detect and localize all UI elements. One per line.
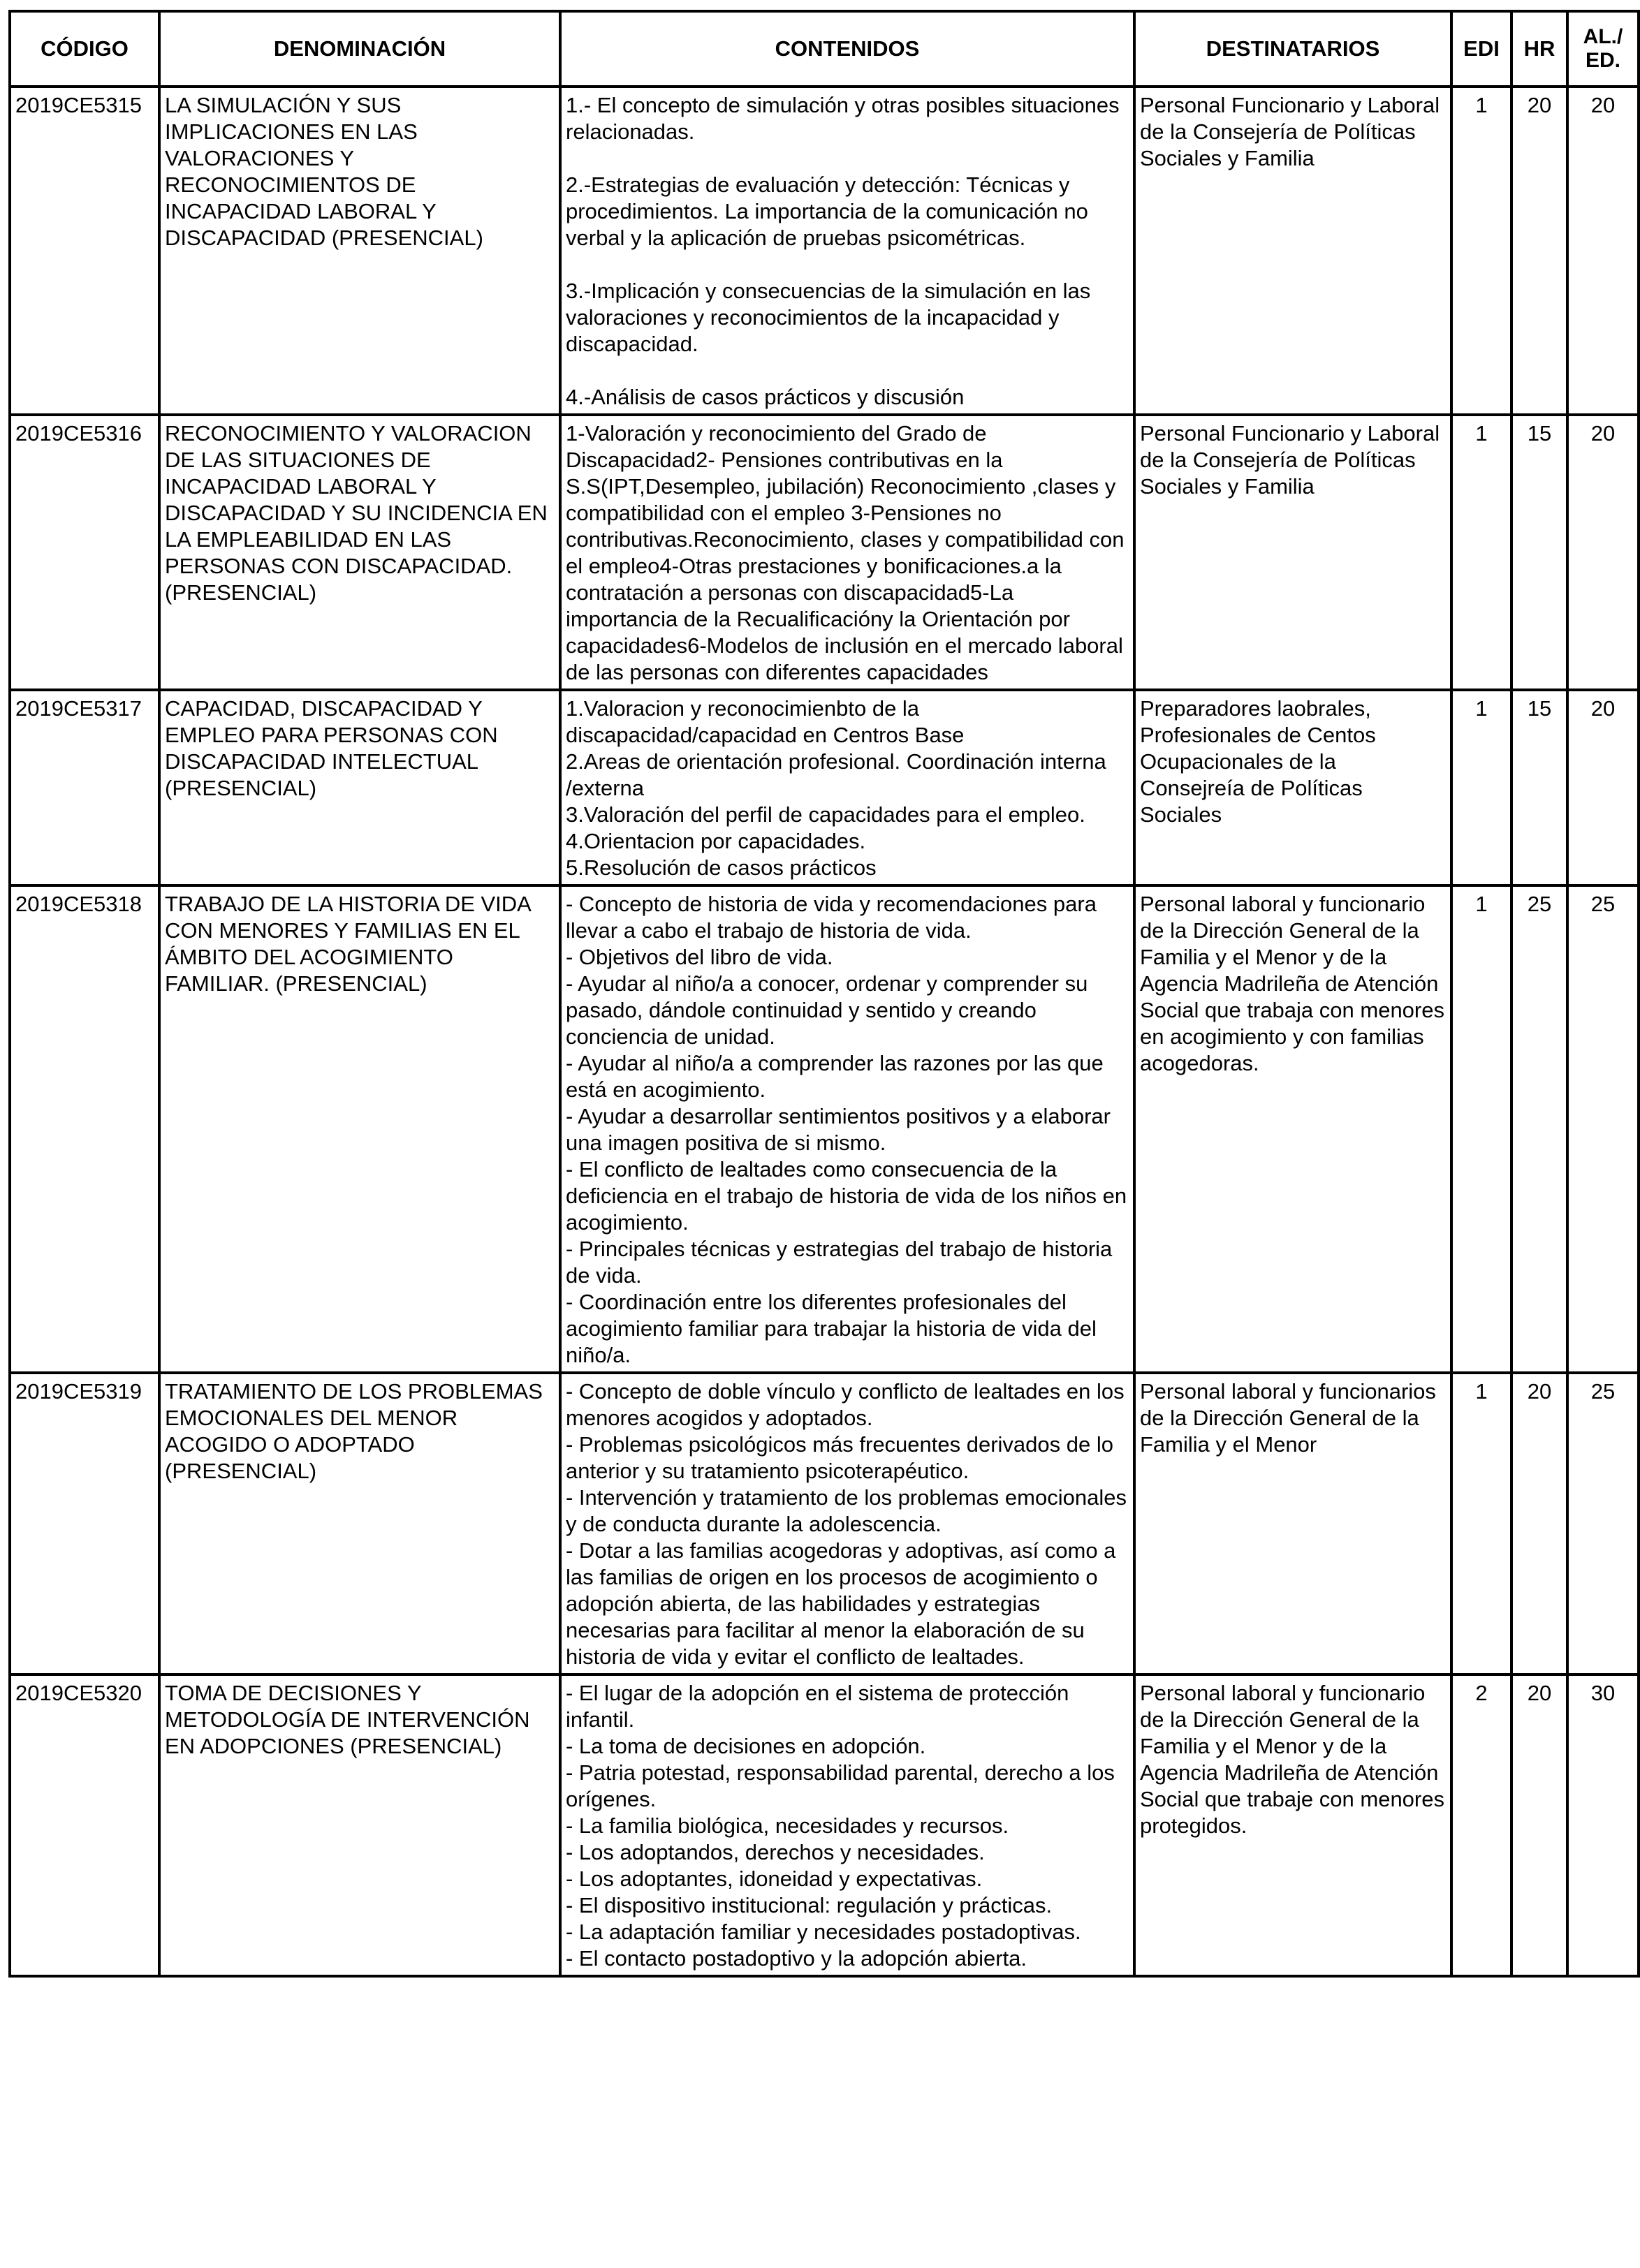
codigo-cell: 2019CE5318 bbox=[10, 885, 159, 1373]
codigo-cell: 2019CE5315 bbox=[10, 87, 159, 415]
denominacion-cell: TRATAMIENTO DE LOS PROBLEMAS EMOCIONALES DEL MENOR ACOGIDO O ADOPTADO (PRESENCIAL) bbox=[159, 1373, 560, 1674]
header-denominacion: DENOMINACIÓN bbox=[159, 11, 560, 87]
header-codigo: CÓDIGO bbox=[10, 11, 159, 87]
edi-cell: 1 bbox=[1451, 87, 1511, 415]
courses-table bbox=[8, 10, 1640, 1978]
denominacion-cell: LA SIMULACIÓN Y SUS IMPLICACIONES EN LAS VALORACIONES Y RECONOCIMIENTOS DE INCAPACIDAD LABORAL Y DISCAPACIDAD (PRESENCIAL) bbox=[159, 87, 560, 415]
header-al-ed bbox=[1567, 11, 1639, 87]
header-hr: HR bbox=[1511, 11, 1567, 87]
header-al-ed-line1: AL./ bbox=[1583, 25, 1623, 48]
edi-cell: 1 bbox=[1451, 1373, 1511, 1674]
table-row bbox=[10, 1674, 1639, 1976]
contenidos-cell: 1-Valoración y reconocimiento del Grado de Discapacidad2- Pensiones contributivas en la S.S(IPT,Desempleo, jubilación) Reconocimiento ,clases y compatibilidad con el empleo 3-Pensiones no contributivas.Reconocimiento, clases y compatibilidad con el empleo4-Otras prestaciones y bonificaciones.a la contratación a personas con discapacidad5-La importancia de la Recualificacióny la Orientación por capacidades6-Modelos de inclusión en el mercado laboral de las personas con diferentes capacidades bbox=[560, 415, 1134, 690]
hr-cell: 15 bbox=[1511, 690, 1567, 885]
contenidos-cell: - Concepto de historia de vida y recomendaciones para llevar a cabo el trabajo de historia de vida. - Objetivos del libro de vida. - Ayudar al niño/a a conocer, ordenar y comprender su pasado, dándole continuidad y sentido y creando conciencia de unidad. - Ayudar al niño/a a comprender las razones por las que está en acogimiento. - Ayudar a desarrollar sentimientos positivos y a elaborar una imagen positiva de si mismo. - El conflicto de lealtades como consecuencia de la deficiencia en el trabajo de historia de vida de los niños en acogimiento. - Principales técnicas y estrategias del trabajo de historia de vida. - Coordinación entre los diferentes profesionales del acogimiento familiar para trabajar la historia de vida del niño/a. bbox=[560, 885, 1134, 1373]
edi-cell: 1 bbox=[1451, 885, 1511, 1373]
codigo-cell: 2019CE5317 bbox=[10, 690, 159, 885]
denominacion-cell: CAPACIDAD, DISCAPACIDAD Y EMPLEO PARA PERSONAS CON DISCAPACIDAD INTELECTUAL (PRESENCIAL) bbox=[159, 690, 560, 885]
header-destinatarios: DESTINATARIOS bbox=[1134, 11, 1451, 87]
destinatarios-cell: Personal laboral y funcionarios de la Dirección General de la Familia y el Menor bbox=[1134, 1373, 1451, 1674]
destinatarios-cell: Personal laboral y funcionario de la Dirección General de la Familia y el Menor y de la Agencia Madrileña de Atención Social que trabaja con menores en acogimiento y con familias acogedoras. bbox=[1134, 885, 1451, 1373]
contenidos-cell: - El lugar de la adopción en el sistema de protección infantil. - La toma de decisiones en adopción. - Patria potestad, responsabilidad parental, derecho a los orígenes. - La familia biológica, necesidades y recursos. - Los adoptandos, derechos y necesidades. - Los adoptantes, idoneidad y expectativas. - El dispositivo institucional: regulación y prácticas. - La adaptación familiar y necesidades postadoptivas. - El contacto postadoptivo y la adopción abierta. bbox=[560, 1674, 1134, 1976]
header-edi: EDI bbox=[1451, 11, 1511, 87]
header-contenidos: CONTENIDOS bbox=[560, 11, 1134, 87]
hr-cell: 25 bbox=[1511, 885, 1567, 1373]
al-ed-cell: 30 bbox=[1567, 1674, 1639, 1976]
table-row bbox=[10, 415, 1639, 690]
header-row bbox=[10, 11, 1639, 87]
hr-cell: 20 bbox=[1511, 1674, 1567, 1976]
al-ed-cell: 25 bbox=[1567, 1373, 1639, 1674]
table-row bbox=[10, 87, 1639, 415]
al-ed-cell: 20 bbox=[1567, 415, 1639, 690]
document-page bbox=[8, 10, 1637, 1978]
header-al-ed-line2: ED. bbox=[1585, 49, 1620, 72]
table-row bbox=[10, 690, 1639, 885]
edi-cell: 1 bbox=[1451, 415, 1511, 690]
denominacion-cell: TOMA DE DECISIONES Y METODOLOGÍA DE INTERVENCIÓN EN ADOPCIONES (PRESENCIAL) bbox=[159, 1674, 560, 1976]
table-row bbox=[10, 1373, 1639, 1674]
al-ed-cell: 25 bbox=[1567, 885, 1639, 1373]
destinatarios-cell: Preparadores laobrales, Profesionales de Centos Ocupacionales de la Consejreía de Políticas Sociales bbox=[1134, 690, 1451, 885]
contenidos-cell: 1.Valoracion y reconocimienbto de la discapacidad/capacidad en Centros Base 2.Areas de orientación profesional. Coordinación interna /externa 3.Valoración del perfil de capacidades para el empleo. 4.Orientacion por capacidades. 5.Resolución de casos prácticos bbox=[560, 690, 1134, 885]
table-row bbox=[10, 885, 1639, 1373]
al-ed-cell: 20 bbox=[1567, 87, 1639, 415]
denominacion-cell: RECONOCIMIENTO Y VALORACION DE LAS SITUACIONES DE INCAPACIDAD LABORAL Y DISCAPACIDAD Y SU INCIDENCIA EN LA EMPLEABILIDAD EN LAS PERSONAS CON DISCAPACIDAD. (PRESENCIAL) bbox=[159, 415, 560, 690]
destinatarios-cell: Personal laboral y funcionario de la Dirección General de la Familia y el Menor y de la Agencia Madrileña de Atención Social que trabaje con menores protegidos. bbox=[1134, 1674, 1451, 1976]
hr-cell: 20 bbox=[1511, 87, 1567, 415]
codigo-cell: 2019CE5319 bbox=[10, 1373, 159, 1674]
destinatarios-cell: Personal Funcionario y Laboral de la Consejería de Políticas Sociales y Familia bbox=[1134, 415, 1451, 690]
codigo-cell: 2019CE5316 bbox=[10, 415, 159, 690]
hr-cell: 20 bbox=[1511, 1373, 1567, 1674]
contenidos-cell: - Concepto de doble vínculo y conflicto de lealtades en los menores acogidos y adoptados. - Problemas psicológicos más frecuentes derivados de lo anterior y su tratamiento psicoterapéutico. - Intervención y tratamiento de los problemas emocionales y de conducta durante la adolescencia. - Dotar a las familias acogedoras y adoptivas, así como a las familias de origen en los procesos de acogimiento o adopción abierta, de las habilidades y estrategias necesarias para facilitar al menor la elaboración de su historia de vida y evitar el conflicto de lealtades. bbox=[560, 1373, 1134, 1674]
destinatarios-cell: Personal Funcionario y Laboral de la Consejería de Políticas Sociales y Familia bbox=[1134, 87, 1451, 415]
denominacion-cell: TRABAJO DE LA HISTORIA DE VIDA CON MENORES Y FAMILIAS EN EL ÁMBITO DEL ACOGIMIENTO FAMILIAR. (PRESENCIAL) bbox=[159, 885, 560, 1373]
contenidos-cell: 1.- El concepto de simulación y otras posibles situaciones relacionadas. 2.-Estrategias de evaluación y detección: Técnicas y procedimientos. La importancia de la comunicación no verbal y la aplicación de pruebas psicométricas. 3.-Implicación y consecuencias de la simulación en las valoraciones y reconocimientos de la incapacidad y discapacidad. 4.-Análisis de casos prácticos y discusión bbox=[560, 87, 1134, 415]
edi-cell: 1 bbox=[1451, 690, 1511, 885]
codigo-cell: 2019CE5320 bbox=[10, 1674, 159, 1976]
al-ed-cell: 20 bbox=[1567, 690, 1639, 885]
hr-cell: 15 bbox=[1511, 415, 1567, 690]
edi-cell: 2 bbox=[1451, 1674, 1511, 1976]
